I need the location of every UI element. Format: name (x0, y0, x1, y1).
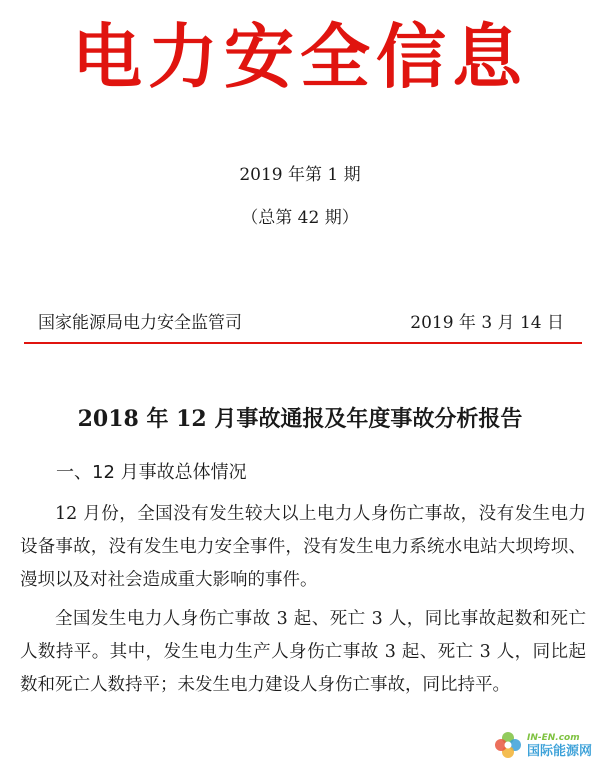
paragraph: 全国发生电力人身伤亡事故 3 起、死亡 3 人，同比事故起数和死亡人数持平。其中，发生电力生产人身伤亡事故 3 起、死亡 3 人，同比起数和死亡人数持平；未发生电力建设人身伤亡事故，同比持平。 (20, 609, 586, 695)
body-text (20, 498, 586, 708)
issuer-row (38, 308, 564, 333)
issue-total: （总第 42 期） (241, 208, 359, 228)
red-divider (24, 342, 582, 344)
paragraph: 12 月份，全国没有发生较大以上电力人身伤亡事故，没有发生电力设备事故，没有发生电力安全事件，没有发生电力系统水电站大坝垮坝、漫坝以及对社会造成重大影响的事件。 (20, 504, 586, 590)
section-heading: 一、12 月事故总体情况 (56, 462, 247, 483)
watermark (493, 730, 592, 760)
issuer-name: 国家能源局电力安全监管司 (38, 313, 242, 333)
flower-logo-icon (493, 730, 523, 760)
report-title: 2018 年 12 月事故通报及年度事故分析报告 (77, 406, 523, 432)
issue-number: 2019 年第 1 期 (239, 165, 361, 185)
issue-date: 2019 年 3 月 14 日 (410, 313, 564, 333)
masthead-title: 电力安全信息 (72, 16, 528, 98)
watermark-cn: 国际能源网 (526, 744, 592, 759)
watermark-en: IN-EN.com (526, 733, 580, 743)
